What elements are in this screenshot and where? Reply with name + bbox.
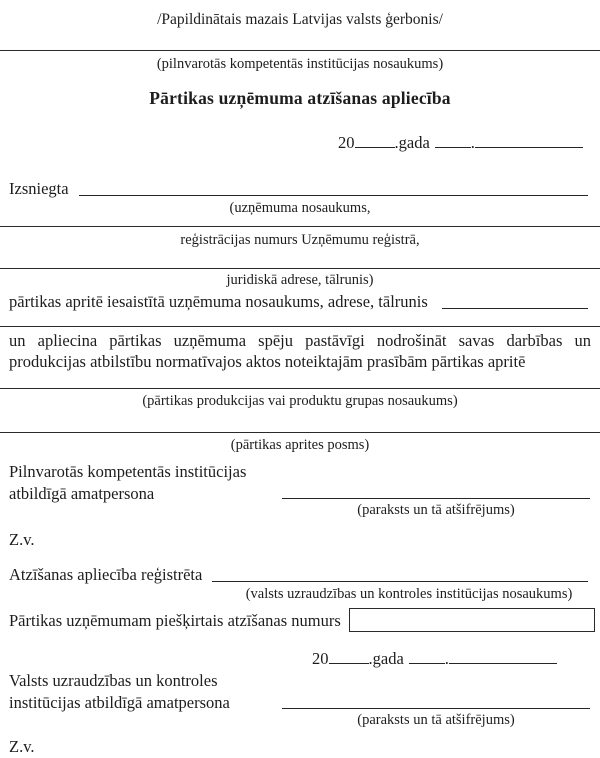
day-blank-field-2[interactable]	[409, 661, 445, 664]
date-separator-2: .	[444, 649, 449, 668]
authorized-signature-field[interactable]	[282, 498, 590, 499]
involved-company-row	[0, 291, 600, 312]
supervisory-signature-caption: (paraksts un tā atšifrējums)	[357, 712, 515, 728]
gada-label: .gada	[394, 133, 430, 152]
registered-institution-field[interactable]	[212, 581, 588, 582]
authorized-signature-area	[282, 461, 590, 519]
statement-paragraph: un apliecina pārtikas uzņēmuma spēju pastāvīgi nodrošināt savas darbības un produkcijas atbilstību normatīvajos aktos noteiktajām prasībām pārtikas apritē	[9, 331, 591, 371]
year-prefix-2: 20	[312, 649, 329, 668]
control-institution-caption: (valsts uzraudzības un kontroles institūcijas nosaukums)	[245, 586, 573, 602]
company-name-field[interactable]	[79, 195, 588, 196]
year-prefix: 20	[338, 133, 355, 152]
gada-label-2: .gada	[368, 649, 404, 668]
seal-note-1: Z.v.	[9, 530, 35, 549]
supervisory-official-block	[0, 670, 600, 729]
registration-caption: reģistrācijas numurs Uzņēmumu reģistrā,	[180, 232, 420, 248]
authority-caption: (pilnvarotās kompetentās institūcijas nosaukums)	[156, 56, 444, 72]
authorized-official-line2: atbildīgā amatpersona	[9, 483, 155, 503]
involved-company-label: pārtikas apritē iesaistītā uzņēmuma nosaukums, adrese, tālrunis	[9, 292, 428, 311]
coat-of-arms-note: /Papildinātais mazais Latvijas valsts ģerbonis/	[157, 11, 443, 28]
legal-address-caption: juridiskā adrese, tālrunis)	[226, 272, 374, 288]
year-blank-field[interactable]	[355, 145, 395, 148]
month-blank-field[interactable]	[475, 145, 583, 148]
supervisory-signature-area	[282, 670, 590, 729]
registration-date-row	[0, 650, 600, 668]
day-blank-field[interactable]	[435, 145, 471, 148]
supervisory-official-label	[9, 670, 274, 713]
registration-rule	[0, 226, 600, 227]
month-blank-field-2[interactable]	[449, 661, 557, 664]
authority-rule	[0, 50, 600, 51]
legal-address-rule	[0, 268, 600, 269]
authorized-official-block	[0, 461, 600, 519]
recognition-number-row	[0, 608, 600, 632]
statement-rule	[0, 326, 600, 327]
authorized-official-label	[9, 461, 274, 504]
issued-row	[0, 178, 600, 199]
authorized-official-line1: Pilnvarotās kompetentās institūcijas	[9, 462, 247, 481]
supervisory-signature-field[interactable]	[282, 708, 590, 709]
production-rule	[0, 388, 600, 389]
seal-note-2: Z.v.	[9, 737, 35, 756]
page-title: Pārtikas uzņēmuma atzīšanas apliecība	[149, 88, 451, 108]
issued-label: Izsniegta	[9, 179, 69, 198]
date-separator: .	[470, 133, 475, 152]
registered-label: Atzīšanas apliecība reģistrēta	[9, 565, 203, 584]
recognition-number-label: Pārtikas uzņēmumam piešķirtais atzīšanas numurs	[9, 611, 341, 630]
circulation-stage-caption: (pārtikas aprites posms)	[230, 437, 370, 453]
company-name-caption: (uzņēmuma nosaukums,	[229, 200, 371, 216]
recognition-number-box[interactable]	[349, 608, 595, 632]
supervisory-official-line1: Valsts uzraudzības un kontroles	[9, 671, 218, 690]
issue-date-row	[0, 132, 600, 153]
year-blank-field-2[interactable]	[329, 661, 369, 664]
registered-row	[0, 564, 600, 585]
production-caption: (pārtikas produkcijas vai produktu grupas nosaukums)	[142, 393, 458, 409]
circulation-stage-rule	[0, 432, 600, 433]
involved-company-field[interactable]	[442, 308, 588, 309]
authorized-signature-caption: (paraksts un tā atšifrējums)	[357, 502, 515, 518]
supervisory-official-line2: institūcijas atbildīgā amatpersona	[9, 692, 230, 712]
